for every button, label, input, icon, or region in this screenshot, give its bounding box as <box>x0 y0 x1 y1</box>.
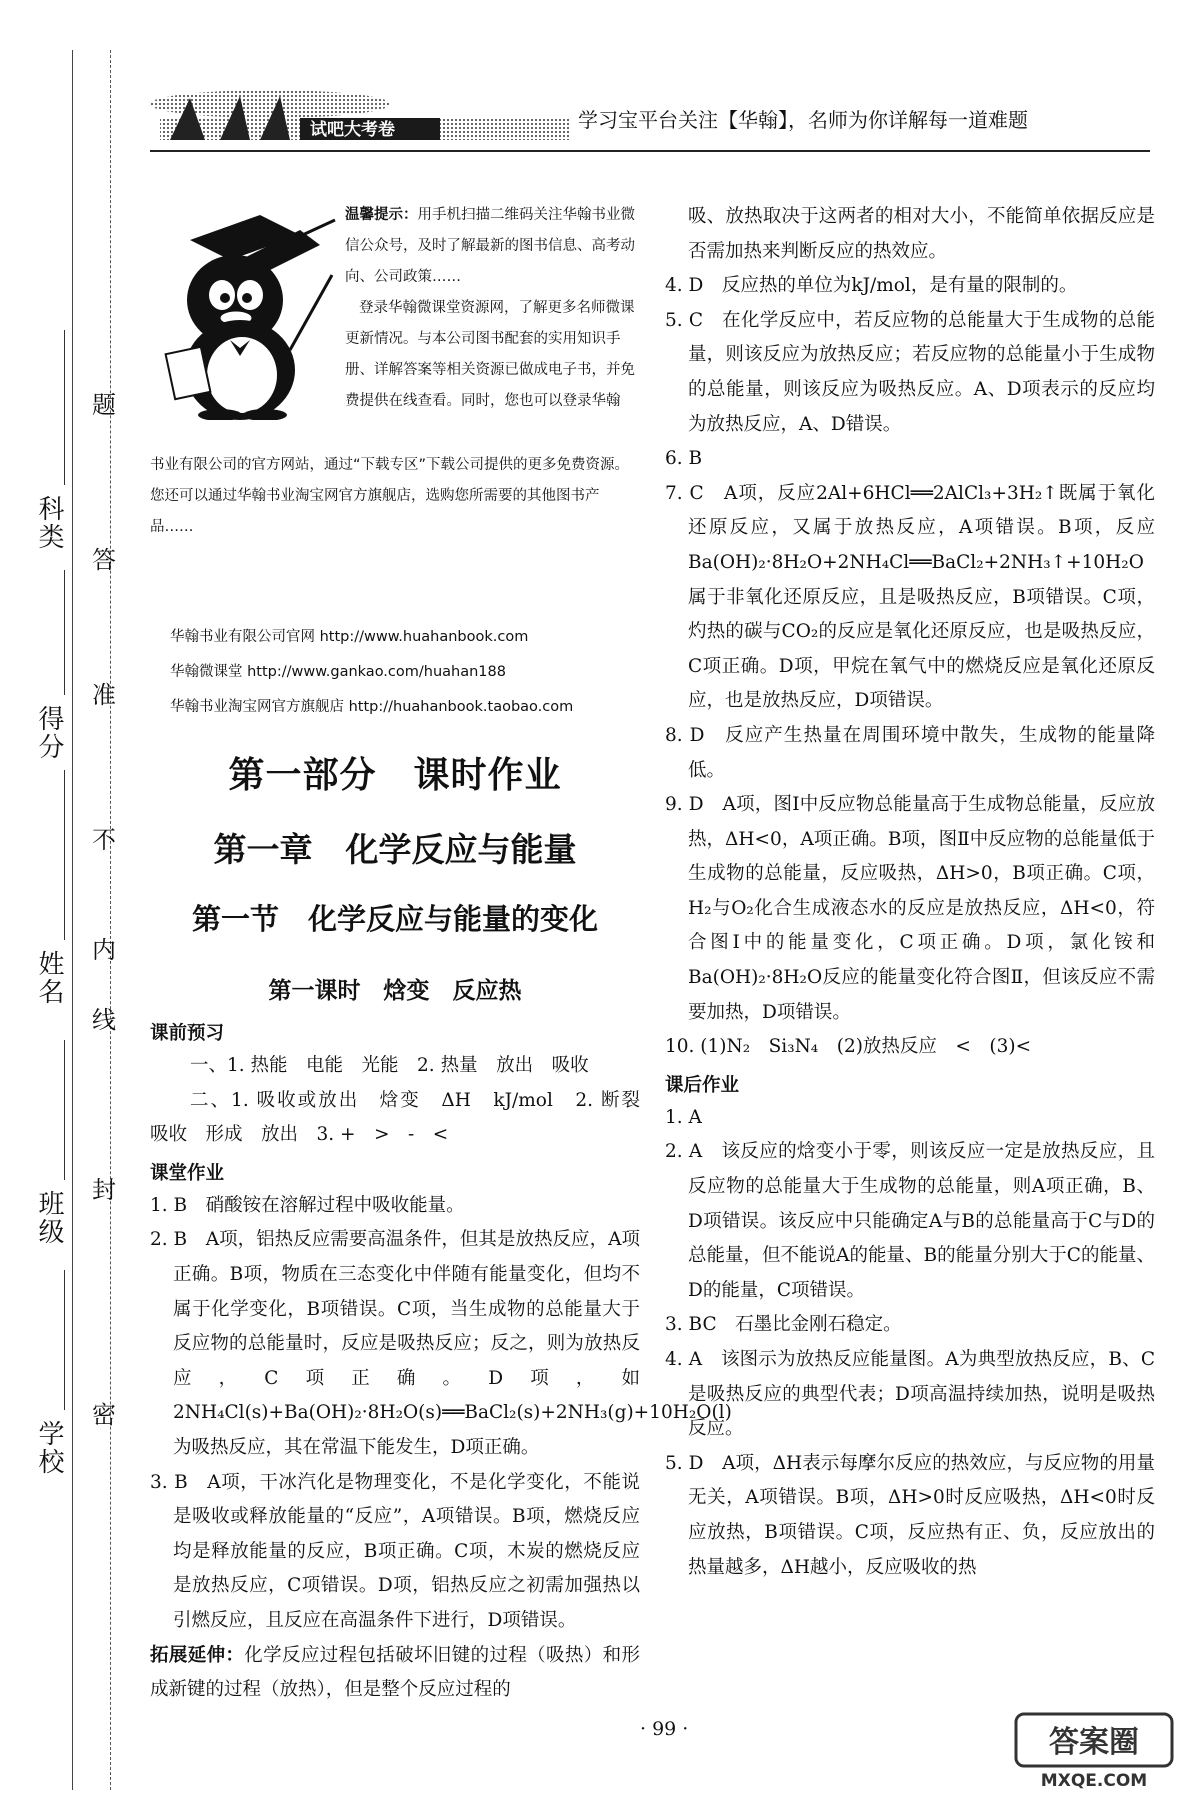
answer-item: 5. D A项，ΔH表示每摩尔反应的热效应，与反应物的用量无关，A项错误。B项，ΔH>0时反应吸热，ΔH<0时反应放热，B项错误。C项，反应热有正、负，反应放出的热量越多，ΔH越小，反应吸收的热 <box>665 1452 1155 1578</box>
seal-char: 密 <box>92 1401 116 1429</box>
answer-item: 4. D 反应热的单位为kJ/mol，是有量的限制的。 <box>665 275 1078 297</box>
tip-line: 用手机扫描二维码关注华翰书业微信公众号，及时了解最新的图书信息、高考动向、公司政策…… <box>345 207 635 285</box>
answer-item: 10. (1)N₂ Si₃N₄ (2)放热反应 < (3)< <box>665 1036 1032 1058</box>
tip-title: 温馨提示： <box>345 207 418 223</box>
seal-char: 准 <box>92 681 116 709</box>
preview-answer: 一、1. 热能 电能 光能 2. 热量 放出 吸收 <box>190 1055 589 1076</box>
extension-text: 化学反应过程包括破坏旧键的过程（吸热）和形成新键的过程（放热），但是整个反应过程的 <box>150 1644 640 1701</box>
seal-char: 封 <box>92 1176 116 1204</box>
seal-char: 不 <box>92 826 116 854</box>
answer-item: 5. C 在化学反应中，若反应物的总能量大于生成物的总能量，则该反应为放热反应；若反应物的总能量小于生成物的总能量，则该反应为吸热反应。A、D项表示的反应均为放热反应，A、D错误。 <box>665 309 1155 435</box>
extension-paragraph <box>150 1639 640 1708</box>
preview-answer: 二、1. 吸收或放出 焓变 ΔH kJ/mol 2. 断裂 吸收 形成 放出 3. + > - < <box>150 1089 659 1146</box>
field-subject-line <box>64 330 65 485</box>
answer-item: 8. D 反应产生热量在周围环境中散失，生成物的能量降低。 <box>665 724 1155 781</box>
part-title: 第一部分 课时作业 <box>228 755 562 796</box>
watermark-logo <box>1014 1712 1174 1792</box>
link-microclass[interactable]: 华翰微课堂 http://www.gankao.com/huahan188 <box>170 664 506 680</box>
header-rule <box>150 150 1150 152</box>
homework-heading: 课后作业 <box>665 1074 740 1096</box>
field-score-line <box>64 570 65 695</box>
field-school-line <box>64 1270 65 1410</box>
lesson-title: 第一课时 焓变 反应热 <box>268 978 522 1004</box>
preview-heading: 课前预习 <box>150 1023 225 1044</box>
section-title: 第一节 化学反应与能量的变化 <box>191 902 598 936</box>
answer-item: 2. B A项，铝热反应需要高温条件，但其是放热反应，A项正确。B项，物质在三态变化中伴随有能量变化，但均不属于化学变化，B项错误。C项，当生成物的总能量大于反应物的总能量时，反应是吸热反应；反之，则为放热反应，C项正确。D项，如2NH₄Cl(s)+Ba(OH)₂·8H₂O(s)══BaCl₂(s)+2NH₃(g)+10H₂O(l)为吸热反应，其在常温下能发生，D项正确。 <box>150 1229 732 1458</box>
answer-item: 9. D A项，图Ⅰ中反应物总能量高于生成物总能量，反应放热，ΔH<0，A项正确。B项，图Ⅱ中反应物的总能量低于生成物的总能量，反应吸热，ΔH>0，B项正确。C项，H₂与O₂化合生成液态水的反应是放热反应，ΔH<0，符合图Ⅰ中的能量变化，C项正确。D项，氯化铵和Ba(OH)₂·8H₂O反应的能量变化符合图Ⅱ，但该反应不需要加热，D项错误。 <box>665 794 1155 1023</box>
right-column <box>665 200 1155 1585</box>
field-name-line <box>64 770 65 940</box>
tip-line: 登录华翰微课堂资源网，了解更多名师微课更新情况。与本公司图书配套的实用知识手册、详解答案等相关资源已做成电子书，并免费提供在线查看。同时，您也可以登录华翰 <box>345 300 635 409</box>
field-name: 姓名 <box>34 950 64 1006</box>
binding-margin <box>0 0 130 1800</box>
field-school: 学校 <box>34 1420 64 1476</box>
tip-text <box>345 200 640 417</box>
continued-text: 吸、放热取决于这两者的相对大小，不能简单依据反应是否需加热来判断反应的热效应。 <box>688 206 1155 262</box>
seal-dashed-line <box>110 50 111 1790</box>
answer-item: 3. BC 石墨比金刚石稳定。 <box>665 1314 902 1336</box>
field-class-line <box>64 1040 65 1180</box>
header-slogan: 学习宝平台关注【华翰】，名师为你详解每一道难题 <box>578 108 1028 132</box>
watermark-url: MXQE.COM <box>1040 1771 1148 1791</box>
page-header <box>130 80 1150 160</box>
tip-line: 书业有限公司的官方网站，通过“下载专区”下载公司提供的更多免费资源。您还可以通过华翰书业淘宝网官方旗舰店，选购您所需要的其他图书产品…… <box>150 457 630 535</box>
answer-item: 7. C A项，反应2Al+6HCl══2AlCl₃+3H₂↑既属于氧化还原反应，又属于放热反应，A项错误。B项，反应Ba(OH)₂·8H₂O+2NH₄Cl══BaCl₂+2NH₃↑+10H₂O属于非氧化还原反应，且是吸热反应，B项错误。C项，灼热的碳与CO₂的反应是氧化还原反应，也是吸热反应，C项正确。D项，甲烷在氧气中的燃烧反应是氧化还原反应，也是放热反应，D项错误。 <box>665 482 1155 712</box>
brand-logo <box>150 90 570 150</box>
answer-item: 4. A 该图示为放热反应能量图。A为典型放热反应，B、C是吸热反应的典型代表；D项高温持续加热，说明是吸热反应。 <box>665 1349 1155 1440</box>
answer-item: 1. A <box>665 1106 702 1128</box>
penguin-mascot-icon <box>150 200 340 420</box>
seal-char: 内 <box>92 936 116 964</box>
field-subject: 科类 <box>34 495 64 551</box>
links-block <box>150 620 640 725</box>
answer-item: 2. A 该反应的焓变小于零，则该反应一定是放热反应，且反应物的总能量大于生成物的总能量，则A项正确，B、D项错误。该反应中只能确定A与B的总能量高于C与D的总能量，但不能说A的能量、B的能量分别大于C的能量、D的能量，C项错误。 <box>665 1141 1155 1301</box>
link-taobao[interactable]: 华翰书业淘宝网官方旗舰店 http://huahanbook.taobao.com <box>170 699 574 715</box>
tip-box <box>150 200 640 535</box>
logo-text: 试吧大考卷 <box>310 120 395 140</box>
chapter-title: 第一章 化学反应与能量 <box>213 830 577 869</box>
margin-line <box>72 50 73 1790</box>
seal-char: 题 <box>92 391 116 419</box>
answer-item: 3. B A项，干冰汽化是物理变化，不是化学变化，不能说是吸收或释放能量的“反应”，A项错误。B项，燃烧反应均是释放能量的反应，B项正确。C项，木炭的燃烧反应是放热反应，C项错误。D项，铝热反应之初需加强热以引燃反应，且反应在高温条件下进行，D项错误。 <box>150 1471 640 1631</box>
seal-char: 答 <box>92 546 116 574</box>
answer-item: 6. B <box>665 448 703 470</box>
page-number: · 99 · <box>640 1718 689 1740</box>
field-score: 得分 <box>34 705 64 761</box>
link-official[interactable]: 华翰书业有限公司官网 http://www.huahanbook.com <box>170 629 529 645</box>
answer-item: 1. B 硝酸铵在溶解过程中吸收能量。 <box>150 1194 465 1216</box>
field-class: 班级 <box>34 1190 64 1246</box>
seal-char: 线 <box>92 1006 116 1034</box>
watermark-text: 答案圈 <box>1049 1725 1139 1760</box>
extension-label: 拓展延伸： <box>150 1644 245 1666</box>
classwork-heading: 课堂作业 <box>150 1162 225 1184</box>
